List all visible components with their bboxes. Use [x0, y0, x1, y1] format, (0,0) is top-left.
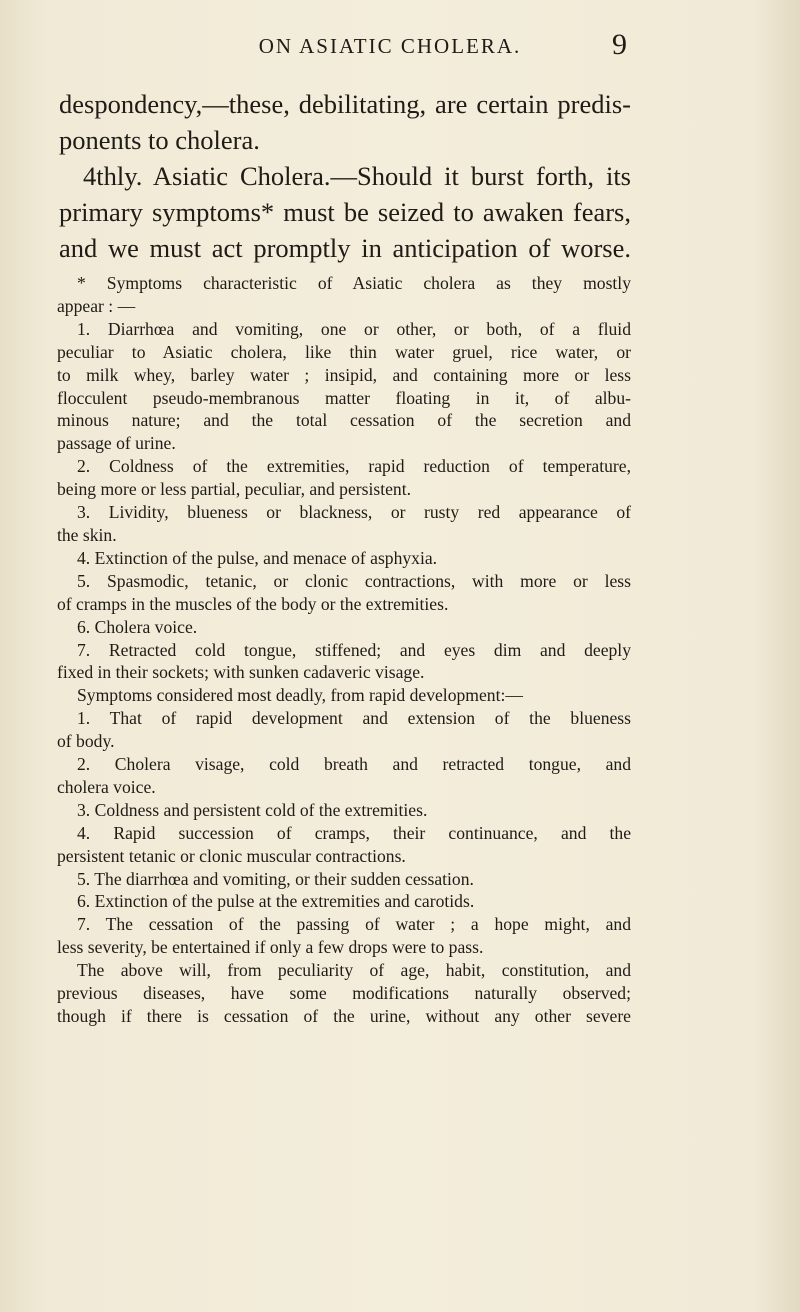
footnote-line: 3. Coldness and persistent cold of the extremities.	[77, 799, 428, 820]
footnote-line: 5. Spasmodic, tetanic, or clonic contractions, with more or less	[77, 570, 631, 591]
footnote-line: The above will, from peculiarity of age, habit, constitution, and	[77, 960, 631, 981]
footnote-line: previous diseases, have some modifications naturally observed;	[57, 983, 631, 1004]
footnote-line: flocculent pseudo-membranous matter floating in it, of albu-	[57, 387, 631, 408]
main-text-line: ponents to cholera.	[59, 125, 260, 155]
footnote-line: * Symptoms characteristic of Asiatic cholera as they mostly	[77, 273, 631, 293]
running-title: ON ASIATIC CHOLERA.	[258, 34, 522, 58]
footnote-line: of body.	[57, 731, 115, 752]
main-text-line: and we must act promptly in anticipation of worse.	[59, 233, 631, 263]
footnote-line: 3. Lividity, blueness or blackness, or rusty red appearance of	[77, 502, 631, 523]
main-text-line: 4thly. Asiatic Cholera.—Should it burst forth, its	[83, 161, 631, 191]
footnote-line: 7. The cessation of the passing of water ; a hope might, and	[77, 914, 631, 935]
footnote-line: the skin.	[57, 524, 117, 545]
footnote-line: persistent tetanic or clonic muscular contractions.	[57, 845, 406, 866]
footnote-line: though if there is cessation of the urine, without any other severe	[57, 1006, 631, 1026]
footnote-line: minous nature; and the total cessation of the secretion and	[57, 410, 631, 431]
footnote-line: fixed in their sockets; with sunken cadaveric visage.	[57, 662, 425, 683]
footnote-line: 7. Retracted cold tongue, stiffened; and eyes dim and deeply	[77, 639, 631, 660]
footnote-line: 1. That of rapid development and extension of the blueness	[77, 708, 631, 729]
footnote-line: passage of urine.	[57, 433, 176, 454]
main-text-line: primary symptoms* must be seized to awaken fears,	[59, 197, 631, 227]
footnote-line: cholera voice.	[57, 776, 156, 797]
footnote-line: to milk whey, barley water ; insipid, and containing more or less	[57, 364, 631, 385]
page-number: 9	[612, 28, 627, 61]
footnote-line: 2. Coldness of the extremities, rapid reduction of temperature,	[77, 456, 631, 477]
footnote-line: less severity, be entertained if only a few drops were to pass.	[57, 937, 484, 958]
footnote-line: 2. Cholera visage, cold breath and retracted tongue, and	[77, 754, 631, 775]
footnote-line: appear : —	[57, 295, 136, 316]
footnote-line: 6. Cholera voice.	[77, 616, 198, 637]
footnote-line: peculiar to Asiatic cholera, like thin water gruel, rice water, or	[57, 341, 631, 362]
main-text-line: despondency,—these, debilitating, are certain predis-	[59, 89, 631, 119]
footnote-line: 4. Rapid succession of cramps, their continuance, and the	[77, 822, 631, 843]
page-header	[0, 28, 800, 68]
footnote-line: 5. The diarrhœa and vomiting, or their sudden cessation.	[77, 868, 474, 889]
footnote-line: 6. Extinction of the pulse at the extremities and carotids.	[77, 891, 475, 912]
footnote-line: Symptoms considered most deadly, from rapid development:—	[77, 685, 523, 706]
footnote-line: 4. Extinction of the pulse, and menace of asphyxia.	[77, 547, 438, 568]
footnote	[57, 272, 631, 1028]
footnote-line: 1. Diarrhœa and vomiting, one or other, or both, of a fluid	[77, 318, 631, 339]
main-text	[59, 86, 631, 266]
footnote-line: being more or less partial, peculiar, and persistent.	[57, 479, 411, 500]
footnote-line: of cramps in the muscles of the body or the extremities.	[57, 593, 449, 614]
